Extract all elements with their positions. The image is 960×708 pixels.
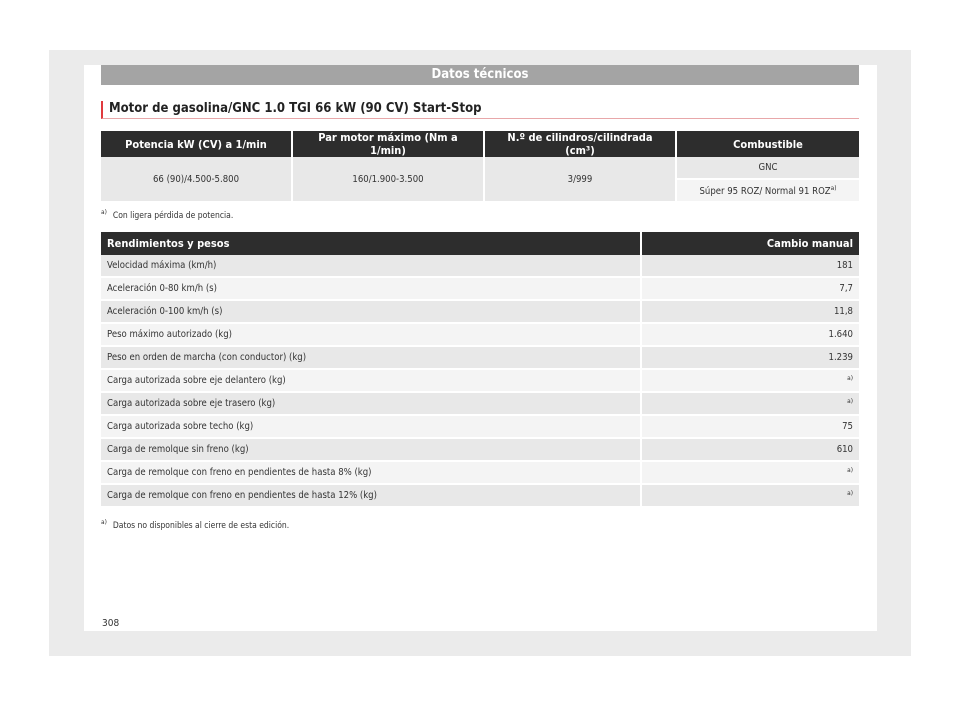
fuel-value-2 [677, 180, 859, 203]
footnote-text: Datos no disponibles al cierre de esta edición. [112, 520, 290, 531]
table-row [101, 324, 859, 347]
row-value [642, 393, 859, 416]
fuel-value-1: GNC [677, 157, 859, 180]
header-performance: Rendimientos y pesos [101, 232, 642, 255]
footnote-marker: a) [847, 396, 853, 405]
header-fuel: Combustible [677, 131, 859, 157]
row-value: 1.239 [642, 347, 859, 370]
row-value: 610 [642, 439, 859, 462]
performance-table [101, 232, 859, 508]
table-row [101, 157, 859, 180]
footnote-marker: a) [847, 488, 853, 497]
row-label: Peso en orden de marcha (con conductor) (kg) [101, 347, 642, 370]
row-value [642, 485, 859, 508]
footnote-marker: a) [830, 183, 837, 192]
torque-value: 160/1.900-3.500 [293, 157, 485, 203]
row-label: Carga de remolque sin freno (kg) [101, 439, 642, 462]
row-value [642, 462, 859, 485]
footnote-marker: a) [847, 373, 853, 382]
row-value: 1.640 [642, 324, 859, 347]
row-label: Aceleración 0-100 km/h (s) [101, 301, 642, 324]
performance-table-header [101, 232, 859, 255]
table-row [101, 462, 859, 485]
row-value [642, 370, 859, 393]
row-label: Velocidad máxima (km/h) [101, 255, 642, 278]
header-torque: Par motor máximo (Nm a 1/min) [293, 131, 485, 157]
table-row [101, 393, 859, 416]
table-row [101, 416, 859, 439]
row-label: Carga autorizada sobre eje trasero (kg) [101, 393, 642, 416]
table-row [101, 255, 859, 278]
section-title: Motor de gasolina/GNC 1.0 TGI 66 kW (90 CV) Start-Stop [101, 101, 859, 119]
table-row [101, 370, 859, 393]
row-value: 181 [642, 255, 859, 278]
fuel-value-2-text: Súper 95 ROZ/ Normal 91 ROZ [699, 186, 831, 198]
table-row [101, 347, 859, 370]
row-label: Carga autorizada sobre eje delantero (kg) [101, 370, 642, 393]
table-row [101, 278, 859, 301]
row-label: Aceleración 0-80 km/h (s) [101, 278, 642, 301]
chapter-header: Datos técnicos [101, 65, 859, 85]
row-label: Carga de remolque con freno en pendientes de hasta 8% (kg) [101, 462, 642, 485]
footnote-1 [101, 208, 233, 221]
table-row [101, 301, 859, 324]
header-transmission: Cambio manual [642, 232, 859, 255]
row-label: Carga de remolque con freno en pendientes de hasta 12% (kg) [101, 485, 642, 508]
cylinders-value: 3/999 [485, 157, 677, 203]
header-cylinders: N.º de cilindros/cilindrada (cm³) [485, 131, 677, 157]
footnote-marker: a) [101, 518, 107, 526]
footnote-marker: a) [847, 465, 853, 474]
row-label: Carga autorizada sobre techo (kg) [101, 416, 642, 439]
row-label: Peso máximo autorizado (kg) [101, 324, 642, 347]
footnote-marker: a) [101, 208, 107, 216]
row-value: 75 [642, 416, 859, 439]
page-number: 308 [102, 618, 120, 629]
footnote-text: Con ligera pérdida de potencia. [112, 210, 234, 221]
table-row [101, 439, 859, 462]
row-value: 11,8 [642, 301, 859, 324]
header-power: Potencia kW (CV) a 1/min [101, 131, 293, 157]
footnote-2 [101, 518, 289, 531]
row-value: 7,7 [642, 278, 859, 301]
power-value: 66 (90)/4.500-5.800 [101, 157, 293, 203]
table-row [101, 485, 859, 508]
engine-table-header [101, 131, 859, 157]
engine-table [101, 131, 859, 203]
